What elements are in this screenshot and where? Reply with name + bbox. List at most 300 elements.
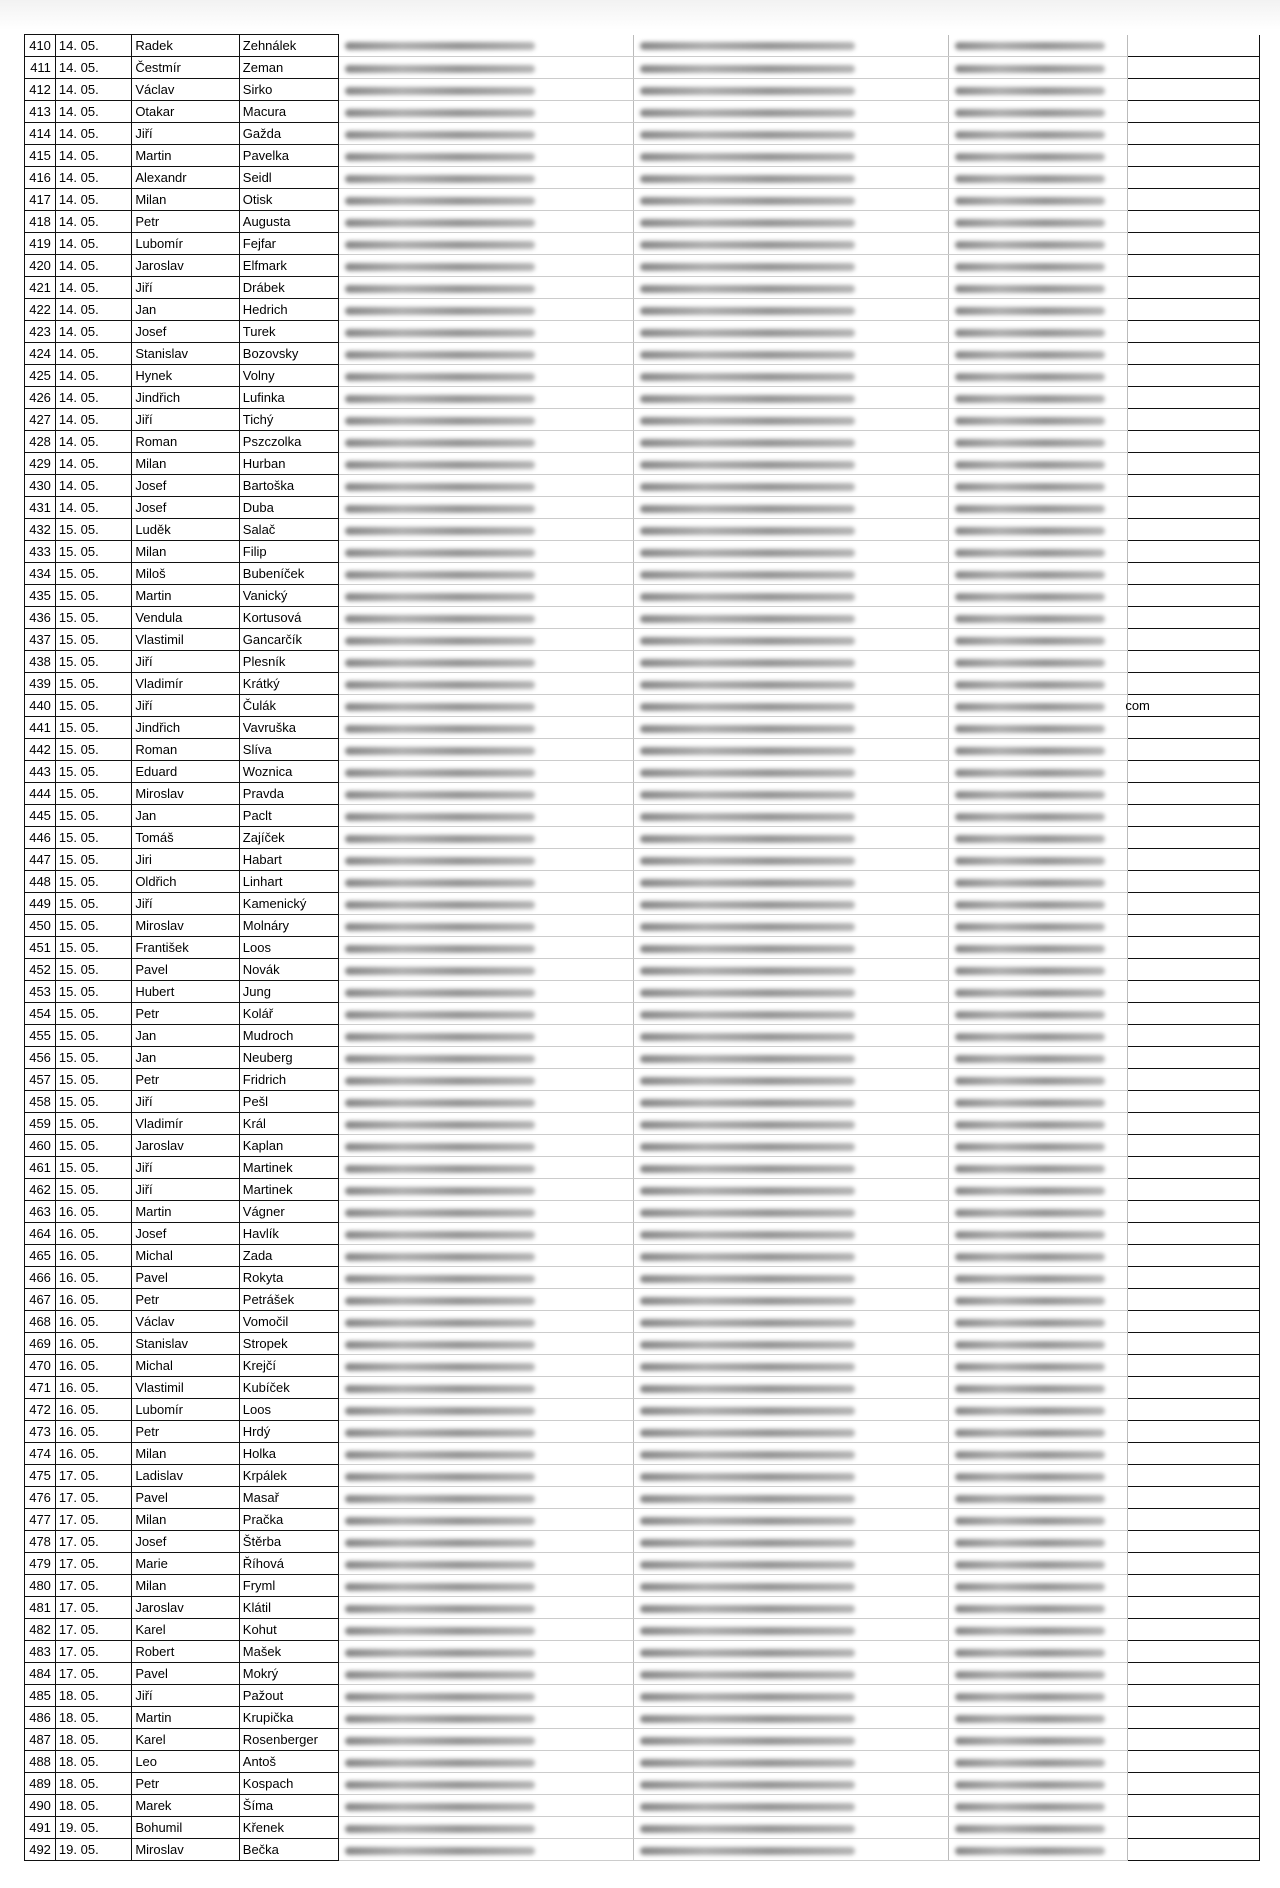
last-name: Bečka — [239, 1839, 338, 1861]
redaction-blur — [640, 1121, 855, 1129]
redacted-phone — [633, 585, 948, 607]
redacted-phone — [633, 1707, 948, 1729]
redaction-blur — [955, 1473, 1105, 1481]
redaction-blur — [640, 725, 855, 733]
last-name: Hrdý — [239, 1421, 338, 1443]
first-name: Lubomír — [132, 1399, 239, 1421]
table-row — [25, 1839, 1260, 1861]
redacted-address — [338, 541, 633, 563]
table-row — [25, 849, 1260, 871]
row-date: 18. 05. — [55, 1795, 131, 1817]
row-number: 445 — [25, 805, 56, 827]
redacted-address — [338, 695, 633, 717]
extra-column — [1128, 321, 1260, 343]
redacted-email — [949, 1377, 1128, 1399]
row-number: 420 — [25, 255, 56, 277]
redacted-address — [338, 1575, 633, 1597]
redacted-address — [338, 1289, 633, 1311]
redaction-blur — [345, 1825, 535, 1833]
extra-column — [1128, 1333, 1260, 1355]
row-date: 15. 05. — [55, 607, 131, 629]
table-row — [25, 409, 1260, 431]
first-name: Miloš — [132, 563, 239, 585]
redaction-blur — [640, 1363, 855, 1371]
row-date: 15. 05. — [55, 1091, 131, 1113]
row-date: 16. 05. — [55, 1201, 131, 1223]
redaction-blur — [955, 637, 1105, 645]
redacted-phone — [633, 915, 948, 937]
redaction-blur — [345, 395, 535, 403]
table-row — [25, 717, 1260, 739]
redacted-email — [949, 871, 1128, 893]
redacted-address — [338, 1135, 633, 1157]
row-date: 18. 05. — [55, 1707, 131, 1729]
redacted-phone — [633, 35, 948, 57]
redacted-phone — [633, 871, 948, 893]
first-name: Michal — [132, 1245, 239, 1267]
redacted-address — [338, 1113, 633, 1135]
last-name: Šíma — [239, 1795, 338, 1817]
first-name: Miroslav — [132, 783, 239, 805]
last-name: Martinek — [239, 1179, 338, 1201]
last-name: Klátil — [239, 1597, 338, 1619]
redaction-blur — [345, 461, 535, 469]
redacted-phone — [633, 1751, 948, 1773]
table-row — [25, 1597, 1260, 1619]
redacted-phone — [633, 1355, 948, 1377]
row-number: 450 — [25, 915, 56, 937]
first-name: Hubert — [132, 981, 239, 1003]
redacted-email — [949, 1421, 1128, 1443]
last-name: Bartoška — [239, 475, 338, 497]
first-name: Marie — [132, 1553, 239, 1575]
redaction-blur — [640, 571, 855, 579]
redacted-phone — [633, 1531, 948, 1553]
table-row — [25, 101, 1260, 123]
redaction-blur — [640, 197, 855, 205]
row-number: 433 — [25, 541, 56, 563]
row-number: 434 — [25, 563, 56, 585]
extra-column — [1128, 1267, 1260, 1289]
extra-column — [1128, 1619, 1260, 1641]
table-row — [25, 211, 1260, 233]
last-name: Loos — [239, 937, 338, 959]
table-row — [25, 167, 1260, 189]
redaction-blur — [955, 1319, 1105, 1327]
row-number: 463 — [25, 1201, 56, 1223]
redaction-blur — [345, 989, 535, 997]
row-date: 14. 05. — [55, 277, 131, 299]
redaction-blur — [345, 1803, 535, 1811]
table-row — [25, 783, 1260, 805]
redaction-blur — [955, 1737, 1105, 1745]
table-row — [25, 1135, 1260, 1157]
last-name: Volny — [239, 365, 338, 387]
redacted-phone — [633, 761, 948, 783]
row-date: 14. 05. — [55, 321, 131, 343]
table-row — [25, 1707, 1260, 1729]
redacted-address — [338, 629, 633, 651]
redacted-email — [949, 497, 1128, 519]
extra-column — [1128, 651, 1260, 673]
table-row — [25, 1157, 1260, 1179]
extra-column — [1128, 1025, 1260, 1047]
first-name: Karel — [132, 1729, 239, 1751]
redacted-address — [338, 1091, 633, 1113]
first-name: Václav — [132, 1311, 239, 1333]
last-name: Vágner — [239, 1201, 338, 1223]
redaction-blur — [640, 1341, 855, 1349]
row-date: 16. 05. — [55, 1223, 131, 1245]
redaction-blur — [345, 263, 535, 271]
redacted-address — [338, 1179, 633, 1201]
row-date: 15. 05. — [55, 739, 131, 761]
redaction-blur — [345, 1627, 535, 1635]
redacted-phone — [633, 233, 948, 255]
redaction-blur — [345, 835, 535, 843]
last-name: Macura — [239, 101, 338, 123]
redaction-blur — [955, 901, 1105, 909]
redacted-email — [949, 717, 1128, 739]
redaction-blur — [640, 1561, 855, 1569]
extra-column — [1128, 1795, 1260, 1817]
redacted-email — [949, 321, 1128, 343]
redacted-email — [949, 1135, 1128, 1157]
redacted-address — [338, 365, 633, 387]
first-name: Milan — [132, 453, 239, 475]
redacted-email — [949, 761, 1128, 783]
row-date: 14. 05. — [55, 211, 131, 233]
redacted-address — [338, 1311, 633, 1333]
redacted-phone — [633, 1377, 948, 1399]
redacted-address — [338, 651, 633, 673]
last-name: Rosenberger — [239, 1729, 338, 1751]
redacted-address — [338, 167, 633, 189]
last-name: Mudroch — [239, 1025, 338, 1047]
redacted-phone — [633, 79, 948, 101]
table-row — [25, 629, 1260, 651]
last-name: Fejfar — [239, 233, 338, 255]
redacted-address — [338, 805, 633, 827]
first-name: Josef — [132, 1531, 239, 1553]
redacted-email — [949, 1267, 1128, 1289]
redacted-phone — [633, 1575, 948, 1597]
table-row — [25, 255, 1260, 277]
redaction-blur — [345, 1737, 535, 1745]
row-date: 17. 05. — [55, 1619, 131, 1641]
redacted-address — [338, 1597, 633, 1619]
row-date: 15. 05. — [55, 585, 131, 607]
row-date: 15. 05. — [55, 519, 131, 541]
first-name: Radek — [132, 35, 239, 57]
row-date: 15. 05. — [55, 893, 131, 915]
redacted-address — [338, 1443, 633, 1465]
row-date: 17. 05. — [55, 1487, 131, 1509]
redaction-blur — [640, 109, 855, 117]
redaction-blur — [955, 747, 1105, 755]
redacted-address — [338, 1069, 633, 1091]
row-date: 16. 05. — [55, 1421, 131, 1443]
first-name: Jiri — [132, 849, 239, 871]
redacted-phone — [633, 827, 948, 849]
row-number: 435 — [25, 585, 56, 607]
table-row — [25, 739, 1260, 761]
redaction-blur — [640, 747, 855, 755]
redacted-email — [949, 1223, 1128, 1245]
table-body — [25, 35, 1260, 1861]
table-row — [25, 453, 1260, 475]
table-row — [25, 1245, 1260, 1267]
last-name: Vanický — [239, 585, 338, 607]
redacted-email — [949, 585, 1128, 607]
redaction-blur — [345, 593, 535, 601]
row-number: 416 — [25, 167, 56, 189]
row-number: 439 — [25, 673, 56, 695]
last-name: Hedrich — [239, 299, 338, 321]
redaction-blur — [640, 1253, 855, 1261]
extra-column — [1128, 607, 1260, 629]
row-number: 452 — [25, 959, 56, 981]
first-name: Milan — [132, 1443, 239, 1465]
redacted-phone — [633, 893, 948, 915]
table-row — [25, 145, 1260, 167]
redacted-email — [949, 1729, 1128, 1751]
redaction-blur — [640, 285, 855, 293]
redaction-blur — [345, 1319, 535, 1327]
redacted-address — [338, 717, 633, 739]
redaction-blur — [640, 395, 855, 403]
table-row — [25, 1201, 1260, 1223]
first-name: Petr — [132, 1003, 239, 1025]
redacted-email — [949, 431, 1128, 453]
row-number: 466 — [25, 1267, 56, 1289]
redacted-email — [949, 1311, 1128, 1333]
last-name: Molnáry — [239, 915, 338, 937]
redaction-blur — [955, 549, 1105, 557]
redacted-address — [338, 1773, 633, 1795]
redacted-address — [338, 1839, 633, 1861]
extra-column — [1128, 959, 1260, 981]
last-name: Čulák — [239, 695, 338, 717]
redacted-email — [949, 79, 1128, 101]
first-name: Bohumil — [132, 1817, 239, 1839]
first-name: Hynek — [132, 365, 239, 387]
first-name: Vlastimil — [132, 1377, 239, 1399]
redaction-blur — [955, 241, 1105, 249]
redaction-blur — [955, 65, 1105, 73]
redacted-address — [338, 1267, 633, 1289]
redacted-address — [338, 321, 633, 343]
row-date: 16. 05. — [55, 1377, 131, 1399]
last-name: Paclt — [239, 805, 338, 827]
row-date: 14. 05. — [55, 123, 131, 145]
redaction-blur — [955, 1341, 1105, 1349]
row-number: 436 — [25, 607, 56, 629]
row-number: 487 — [25, 1729, 56, 1751]
redaction-blur — [345, 901, 535, 909]
overflow-text: com — [1125, 698, 1150, 713]
redaction-blur — [955, 131, 1105, 139]
redaction-blur — [955, 1143, 1105, 1151]
redacted-phone — [633, 739, 948, 761]
last-name: Otisk — [239, 189, 338, 211]
redacted-address — [338, 1553, 633, 1575]
row-number: 459 — [25, 1113, 56, 1135]
redacted-address — [338, 937, 633, 959]
last-name: Masař — [239, 1487, 338, 1509]
redaction-blur — [640, 1627, 855, 1635]
redaction-blur — [955, 1407, 1105, 1415]
row-date: 14. 05. — [55, 79, 131, 101]
last-name: Stropek — [239, 1333, 338, 1355]
row-date: 15. 05. — [55, 871, 131, 893]
redaction-blur — [640, 989, 855, 997]
last-name: Bubeníček — [239, 563, 338, 585]
redacted-address — [338, 761, 633, 783]
redaction-blur — [345, 505, 535, 513]
row-date: 15. 05. — [55, 1135, 131, 1157]
redaction-blur — [955, 351, 1105, 359]
last-name: Novák — [239, 959, 338, 981]
redacted-email — [949, 1531, 1128, 1553]
row-number: 478 — [25, 1531, 56, 1553]
redaction-blur — [640, 1297, 855, 1305]
first-name: Luděk — [132, 519, 239, 541]
redacted-email — [949, 1069, 1128, 1091]
redacted-email — [949, 299, 1128, 321]
redaction-blur — [955, 1583, 1105, 1591]
redaction-blur — [640, 813, 855, 821]
extra-column — [1128, 673, 1260, 695]
redaction-blur — [640, 549, 855, 557]
row-date: 14. 05. — [55, 409, 131, 431]
redaction-blur — [345, 1781, 535, 1789]
first-name: Michal — [132, 1355, 239, 1377]
redaction-blur — [955, 1077, 1105, 1085]
first-name: Jan — [132, 299, 239, 321]
extra-column — [1128, 629, 1260, 651]
extra-column — [1128, 497, 1260, 519]
redaction-blur — [640, 1539, 855, 1547]
table-row — [25, 233, 1260, 255]
redaction-blur — [955, 1231, 1105, 1239]
redaction-blur — [345, 153, 535, 161]
redacted-phone — [633, 1443, 948, 1465]
row-number: 461 — [25, 1157, 56, 1179]
extra-column — [1128, 541, 1260, 563]
redacted-phone — [633, 1399, 948, 1421]
redaction-blur — [345, 945, 535, 953]
redaction-blur — [345, 1715, 535, 1723]
redaction-blur — [345, 351, 535, 359]
redaction-blur — [640, 351, 855, 359]
redaction-blur — [640, 967, 855, 975]
redaction-blur — [955, 1561, 1105, 1569]
extra-column — [1128, 1289, 1260, 1311]
redacted-phone — [633, 497, 948, 519]
extra-column — [1128, 1487, 1260, 1509]
extra-column — [1128, 1091, 1260, 1113]
extra-column — [1128, 1113, 1260, 1135]
last-name: Fridrich — [239, 1069, 338, 1091]
row-number: 428 — [25, 431, 56, 453]
extra-column — [1128, 981, 1260, 1003]
redaction-blur — [955, 593, 1105, 601]
redaction-blur — [955, 439, 1105, 447]
scan-top-margin — [0, 0, 1280, 30]
row-number: 477 — [25, 1509, 56, 1531]
table-row — [25, 1817, 1260, 1839]
redacted-address — [338, 981, 633, 1003]
first-name: Vladimír — [132, 1113, 239, 1135]
row-date: 14. 05. — [55, 167, 131, 189]
first-name: Martin — [132, 1201, 239, 1223]
registration-table — [24, 34, 1260, 1861]
redacted-phone — [633, 57, 948, 79]
redacted-address — [338, 387, 633, 409]
last-name: Zeman — [239, 57, 338, 79]
first-name: Roman — [132, 431, 239, 453]
redaction-blur — [345, 1759, 535, 1767]
redacted-phone — [633, 783, 948, 805]
redacted-address — [338, 475, 633, 497]
first-name: Stanislav — [132, 1333, 239, 1355]
row-number: 447 — [25, 849, 56, 871]
last-name: Gancarčík — [239, 629, 338, 651]
table-row — [25, 1729, 1260, 1751]
row-date: 14. 05. — [55, 35, 131, 57]
redacted-address — [338, 1531, 633, 1553]
row-date: 18. 05. — [55, 1729, 131, 1751]
extra-column — [1128, 1399, 1260, 1421]
row-date: 15. 05. — [55, 1003, 131, 1025]
redacted-phone — [633, 1817, 948, 1839]
redacted-address — [338, 915, 633, 937]
redacted-email — [949, 1597, 1128, 1619]
row-date: 15. 05. — [55, 541, 131, 563]
row-number: 458 — [25, 1091, 56, 1113]
extra-column — [1128, 1597, 1260, 1619]
redaction-blur — [955, 395, 1105, 403]
row-number: 425 — [25, 365, 56, 387]
redacted-address — [338, 1641, 633, 1663]
row-number: 454 — [25, 1003, 56, 1025]
redacted-email — [949, 1179, 1128, 1201]
first-name: Miroslav — [132, 915, 239, 937]
row-number: 421 — [25, 277, 56, 299]
first-name: Robert — [132, 1641, 239, 1663]
redacted-address — [338, 1619, 633, 1641]
redacted-address — [338, 343, 633, 365]
extra-column — [1128, 123, 1260, 145]
row-date: 15. 05. — [55, 563, 131, 585]
table-row — [25, 1003, 1260, 1025]
row-date: 14. 05. — [55, 365, 131, 387]
last-name: Kaplan — [239, 1135, 338, 1157]
row-number: 417 — [25, 189, 56, 211]
redaction-blur — [640, 1715, 855, 1723]
redaction-blur — [345, 1671, 535, 1679]
redaction-blur — [955, 505, 1105, 513]
redaction-blur — [955, 1605, 1105, 1613]
redaction-blur — [955, 1055, 1105, 1063]
first-name: Jan — [132, 1047, 239, 1069]
redacted-phone — [633, 1619, 948, 1641]
redaction-blur — [640, 329, 855, 337]
row-number: 467 — [25, 1289, 56, 1311]
last-name: Krupička — [239, 1707, 338, 1729]
redaction-blur — [640, 879, 855, 887]
